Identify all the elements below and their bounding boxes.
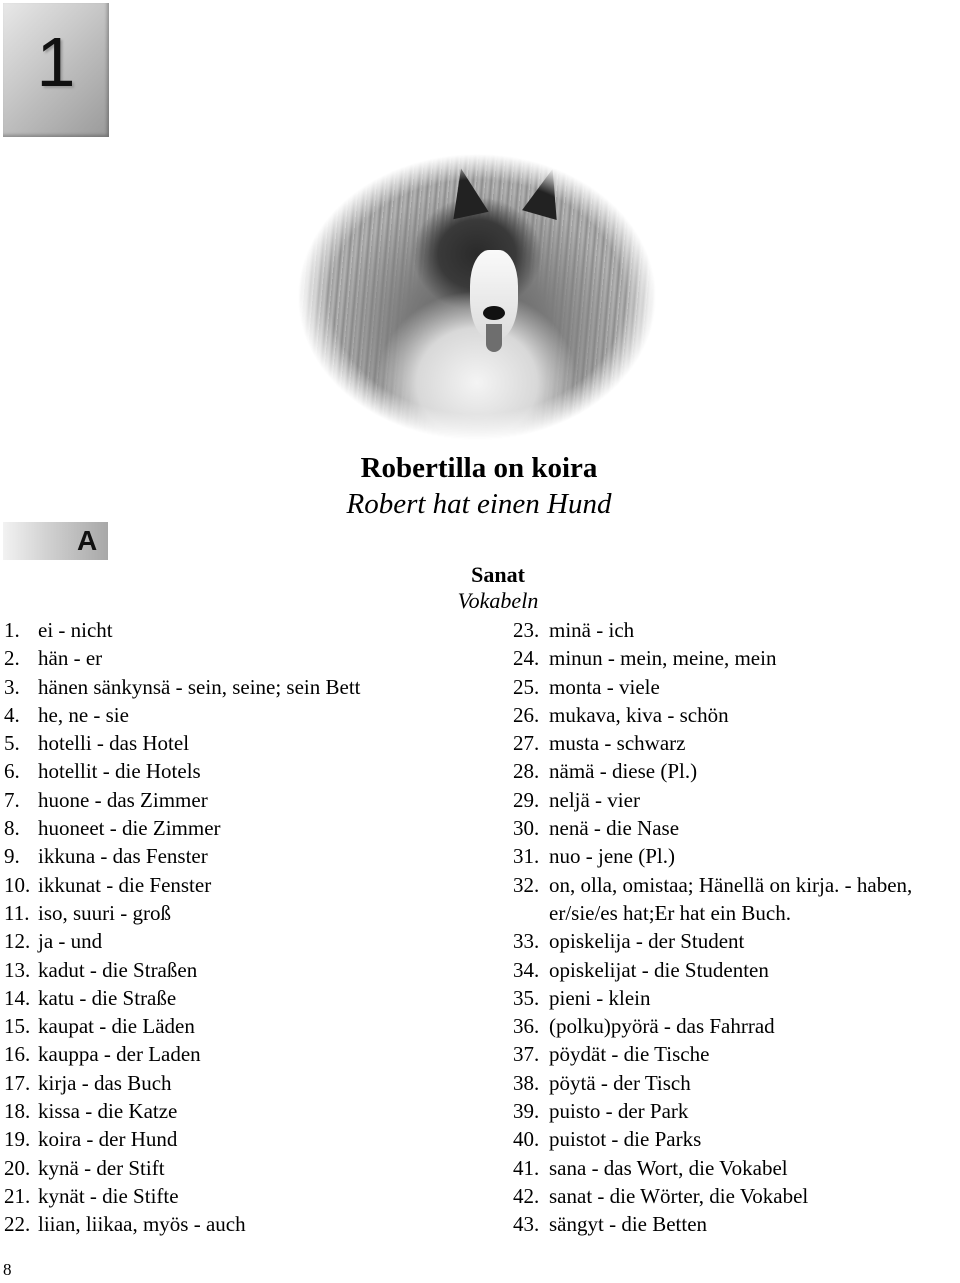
vocab-item	[513, 644, 958, 672]
vocab-item-number: 20.	[4, 1155, 31, 1180]
vocab-item	[513, 701, 958, 729]
vocab-item-text: nämä - diese (Pl.)	[549, 759, 698, 784]
vocab-item	[513, 1154, 958, 1182]
vocab-item-number: 24.	[513, 646, 540, 671]
vocab-item-text: opiskelijat - die Studenten	[549, 957, 769, 982]
vocab-item	[4, 701, 444, 729]
vocab-item-text: hänen sänkynsä - sein, seine; sein Bett	[38, 674, 361, 699]
vocab-item-number: 11.	[4, 900, 30, 925]
vocab-item	[4, 927, 444, 955]
vocab-item-number: 18.	[4, 1099, 31, 1124]
vocab-item-text: pöydät - die Tische	[549, 1042, 710, 1067]
vocab-item-number: 40.	[513, 1127, 540, 1152]
vocab-item-number: 22.	[4, 1212, 31, 1237]
vocab-item-number: 19.	[4, 1127, 31, 1152]
vocab-item	[4, 871, 444, 899]
vocab-item-text: sana - das Wort, die Vokabel	[549, 1155, 788, 1180]
section-letter: A	[77, 525, 98, 556]
vocab-item	[513, 1210, 958, 1238]
dog-ear-left	[443, 165, 488, 219]
vocab-item-number: 43.	[513, 1212, 540, 1237]
dog-photo	[290, 148, 665, 446]
vocab-item	[513, 927, 958, 955]
page-subtitle: Robert hat einen Hund	[346, 488, 612, 520]
vocab-item	[4, 786, 444, 814]
chapter-badge	[3, 3, 109, 137]
vocab-item	[4, 984, 444, 1012]
section-tab	[3, 522, 108, 560]
vocab-item	[4, 1069, 444, 1097]
vocab-item-text: minä - ich	[549, 618, 635, 642]
vocab-item	[513, 1097, 958, 1125]
vocab-item-text: nenä - die Nase	[549, 816, 680, 841]
vocab-item-number: 17.	[4, 1070, 31, 1095]
vocab-subtitle: Vokabeln	[457, 588, 539, 613]
vocab-item-number: 38.	[513, 1070, 540, 1095]
vocab-item	[513, 1012, 958, 1040]
vocab-item-text: ja - und	[38, 929, 103, 954]
vocab-item-number: 31.	[513, 844, 540, 869]
vocab-item-number: 39.	[513, 1099, 540, 1124]
vocab-item-number: 29.	[513, 787, 540, 812]
vocab-item-text: (polku)pyörä - das Fahrrad	[549, 1014, 775, 1039]
vocab-item	[4, 616, 444, 644]
vocab-item	[4, 899, 444, 927]
vocab-item-number: 28.	[513, 759, 540, 784]
vocab-item-text: kauppa - der Laden	[38, 1042, 201, 1067]
vocab-item-text: nuo - jene (Pl.)	[549, 844, 675, 869]
vocab-item	[4, 673, 444, 701]
vocab-item-number: 25.	[513, 674, 540, 699]
vocab-item-text: pöytä - der Tisch	[549, 1070, 691, 1095]
vocab-item	[4, 956, 444, 984]
vocab-item	[4, 644, 444, 672]
vocab-item	[513, 1182, 958, 1210]
vocab-item-text: neljä - vier	[549, 787, 640, 812]
vocab-list-left	[4, 616, 444, 1239]
vocab-item-text: katu - die Straße	[38, 985, 177, 1010]
vocab-item-number: 32.	[513, 872, 540, 897]
vocab-item-text: kirja - das Buch	[38, 1070, 172, 1095]
vocab-item-number: 16.	[4, 1042, 31, 1067]
vocab-item-number: 6.	[4, 759, 20, 784]
vocab-item	[4, 842, 444, 870]
vocab-item-number: 42.	[513, 1183, 540, 1208]
vocab-item	[513, 956, 958, 984]
vocab-item-text: puisto - der Park	[549, 1099, 689, 1124]
vocab-item-number: 7.	[4, 787, 20, 812]
photo-vignette	[298, 154, 656, 440]
vocab-item-text: monta - viele	[549, 674, 660, 699]
vocab-item-text: on, olla, omistaa; Hänellä on kirja. - haben, er/sie/es hat;Er hat ein Buch.	[549, 872, 913, 925]
vocab-item-number: 9.	[4, 844, 20, 869]
vocab-item-text: hotellit - die Hotels	[38, 759, 201, 784]
vocab-item-number: 8.	[4, 816, 20, 841]
vocab-item-text: koira - der Hund	[38, 1127, 178, 1152]
vocab-item-text: kynä - der Stift	[38, 1155, 165, 1180]
chapter-number: 1	[36, 23, 76, 101]
vocab-item-number: 14.	[4, 985, 31, 1010]
vocab-item-text: hotelli - das Hotel	[38, 731, 190, 756]
vocab-item-text: huone - das Zimmer	[38, 787, 208, 812]
vocab-item-text: kissa - die Katze	[38, 1099, 178, 1124]
page-title: Robertilla on koira	[360, 452, 598, 484]
vocab-item-text: kaupat - die Läden	[38, 1014, 195, 1039]
vocab-item	[4, 1097, 444, 1125]
vocab-list-right	[513, 616, 958, 1239]
page-number: 8	[3, 1260, 12, 1279]
vocab-item	[513, 1125, 958, 1153]
vocab-item-text: musta - schwarz	[549, 731, 686, 756]
vocab-item-text: liian, liikaa, myös - auch	[38, 1212, 246, 1237]
vocab-item-number: 4.	[4, 702, 20, 727]
vocab-item	[513, 814, 958, 842]
vocab-item-text: sanat - die Wörter, die Vokabel	[549, 1183, 809, 1208]
vocab-item	[513, 984, 958, 1012]
vocab-item	[513, 871, 958, 928]
vocab-item	[4, 1040, 444, 1068]
vocab-item-text: huoneet - die Zimmer	[38, 816, 221, 841]
vocab-item-number: 41.	[513, 1155, 540, 1180]
vocab-item	[513, 757, 958, 785]
vocab-item	[513, 842, 958, 870]
vocab-item-number: 34.	[513, 957, 540, 982]
dog-nose	[483, 306, 505, 320]
vocab-item-number: 3.	[4, 674, 20, 699]
vocab-item-number: 23.	[513, 618, 540, 642]
vocab-item-number: 36.	[513, 1014, 540, 1039]
vocab-item	[513, 786, 958, 814]
vocab-item-text: ikkunat - die Fenster	[38, 872, 212, 897]
vocab-item-number: 27.	[513, 731, 540, 756]
vocab-item-number: 33.	[513, 929, 540, 954]
vocab-item	[513, 729, 958, 757]
vocab-item-text: mukava, kiva - schön	[549, 702, 729, 727]
vocab-item-text: he, ne - sie	[38, 702, 129, 727]
vocab-item-number: 30.	[513, 816, 540, 841]
vocab-item-text: kadut - die Straßen	[38, 957, 198, 982]
vocab-item	[513, 1069, 958, 1097]
vocab-item	[4, 1154, 444, 1182]
vocab-item	[4, 1012, 444, 1040]
vocab-item-number: 37.	[513, 1042, 540, 1067]
vocab-item-number: 13.	[4, 957, 31, 982]
vocab-item-text: opiskelija - der Student	[549, 929, 745, 954]
vocab-item-number: 26.	[513, 702, 540, 727]
vocab-item	[513, 1040, 958, 1068]
vocab-item-number: 1.	[4, 618, 20, 642]
vocab-item-text: ei - nicht	[38, 618, 113, 642]
vocab-item	[4, 814, 444, 842]
vocab-item	[513, 673, 958, 701]
vocab-item-text: sängyt - die Betten	[549, 1212, 708, 1237]
vocab-item-number: 12.	[4, 929, 31, 954]
vocab-item-number: 21.	[4, 1183, 31, 1208]
vocab-title: Sanat	[471, 562, 525, 587]
vocab-item	[4, 1210, 444, 1238]
dog-tongue	[486, 324, 502, 352]
vocab-item-text: kynät - die Stifte	[38, 1183, 179, 1208]
dog-ear-right	[522, 164, 570, 220]
vocab-item-number: 2.	[4, 646, 20, 671]
vocab-item	[513, 616, 958, 644]
vocab-item-number: 5.	[4, 731, 20, 756]
vocab-item-number: 35.	[513, 985, 540, 1010]
vocab-item	[4, 1125, 444, 1153]
vocab-heading	[0, 562, 960, 614]
vocab-item-number: 15.	[4, 1014, 31, 1039]
vocab-item-text: ikkuna - das Fenster	[38, 844, 208, 869]
vocab-item-text: hän - er	[38, 646, 103, 671]
vocab-item-text: iso, suuri - groß	[38, 900, 171, 925]
vocab-item-text: puistot - die Parks	[549, 1127, 702, 1152]
vocab-item-text: pieni - klein	[549, 985, 651, 1010]
vocab-item	[4, 757, 444, 785]
title-block	[0, 450, 960, 522]
vocab-item	[4, 1182, 444, 1210]
vocab-item-number: 10.	[4, 872, 31, 897]
vocab-item	[4, 729, 444, 757]
vocab-item-text: minun - mein, meine, mein	[549, 646, 777, 671]
